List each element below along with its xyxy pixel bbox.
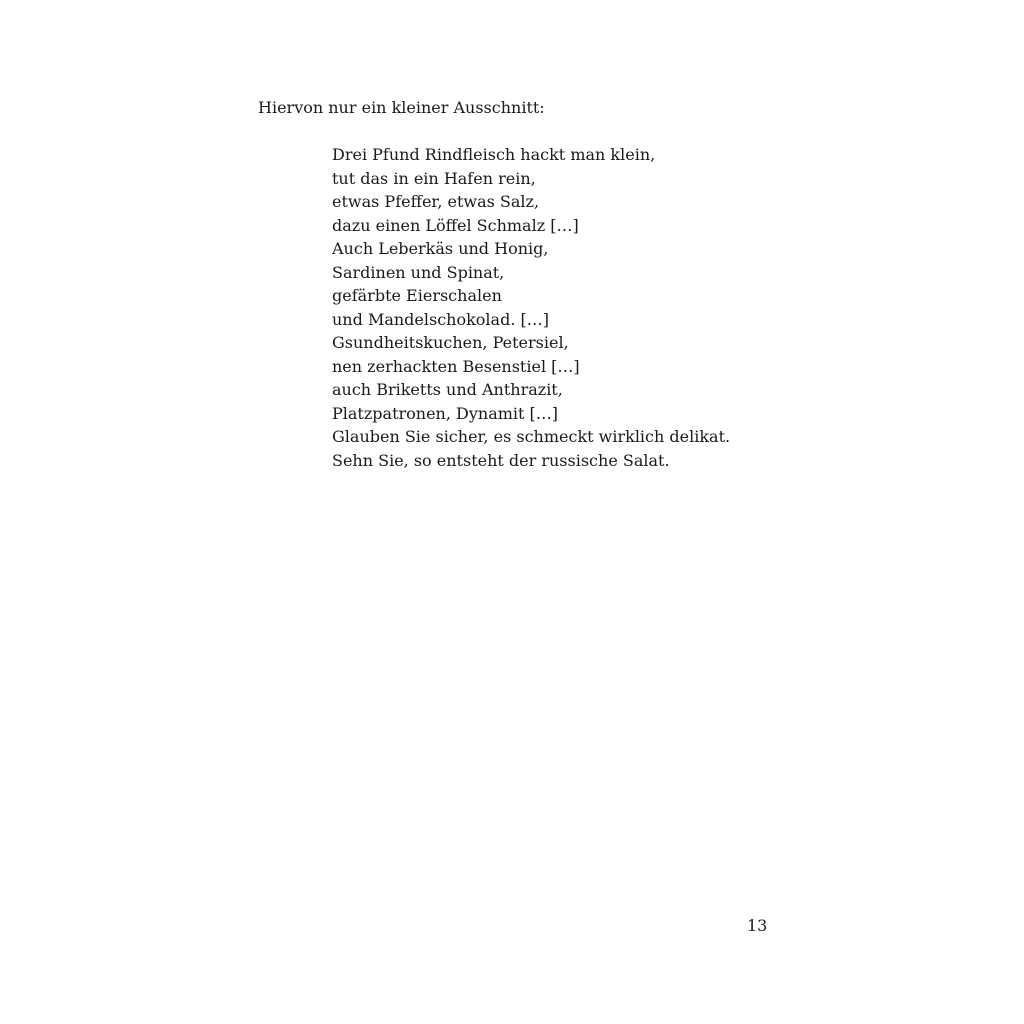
poem-block [332,143,730,472]
intro-text: Hiervon nur ein kleiner Ausschnitt: [258,98,545,117]
page-number: 13 [747,916,768,935]
poem-line: Glauben Sie sicher, es schmeckt wirklich delikat. [332,427,731,446]
poem-line: nen zerhackten Besenstiel […] [332,356,580,376]
poem-line: Sardinen und Spinat, [332,262,505,282]
poem-line: auch Briketts und Anthrazit, [332,380,563,399]
poem-line: Gsundheitskuchen, Petersiel, [332,333,569,352]
poem-line: und Mandelschokolad. […] [332,309,549,329]
poem-line: Sehn Sie, so entsteht der russische Salat. [332,450,670,470]
poem-line: tut das in ein Hafen rein, [332,168,536,188]
poem-line: Auch Leberkäs und Honig, [332,239,549,258]
poem-line: Drei Pfund Rindfleisch hackt man klein, [332,145,656,164]
poem-line: gefärbte Eierschalen [332,286,502,305]
poem-line: dazu einen Löffel Schmalz […] [332,215,579,235]
poem-line: Platzpatronen, Dynamit […] [332,403,559,423]
poem-line: etwas Pfeffer, etwas Salz, [332,192,540,211]
